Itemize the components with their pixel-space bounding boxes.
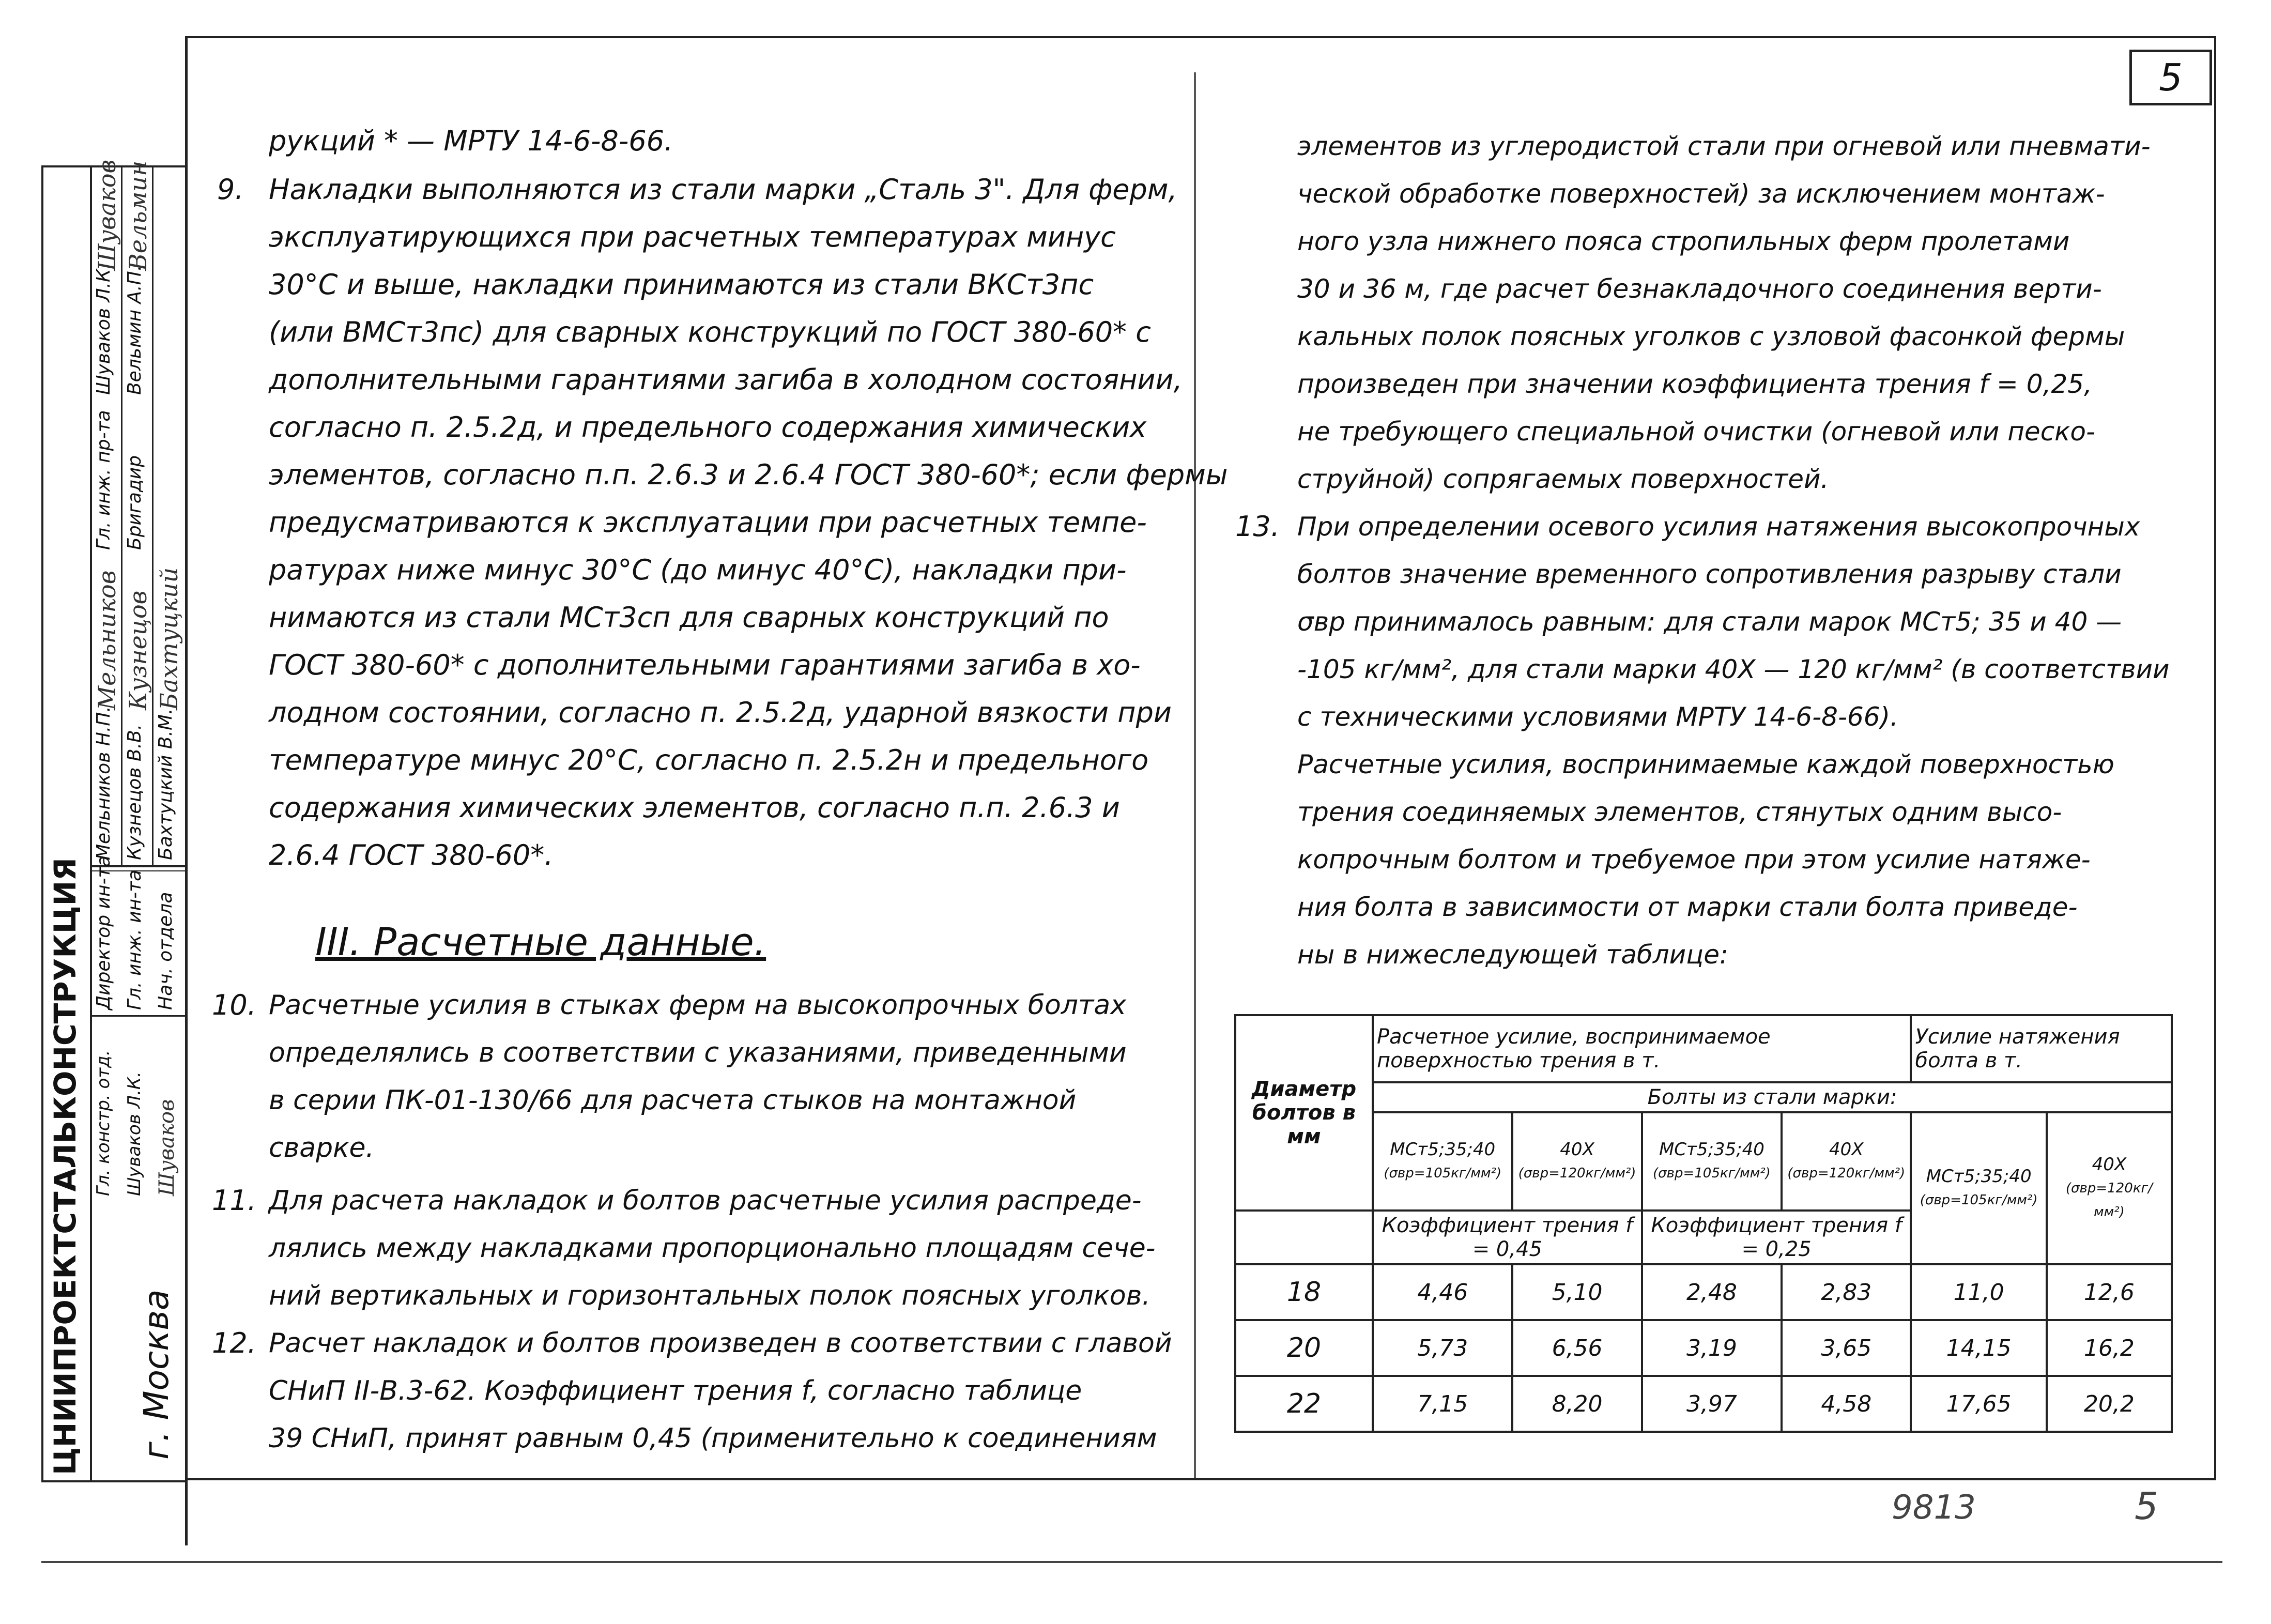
stamp-col-sep <box>121 167 122 865</box>
footer-page: 5 <box>2135 1484 2158 1528</box>
section-heading: III. Расчетные данные. <box>315 920 766 964</box>
p9-line: элементов, согласно п.п. 2.6.3 и 2.6.4 ГОСТ 380-60*; если фермы <box>269 458 1228 491</box>
stamp-signature: Мельников <box>93 570 121 710</box>
value-cell: 11,0 <box>1911 1264 2046 1320</box>
frame-top-line <box>185 36 2216 38</box>
table-row <box>1235 1320 2172 1376</box>
p12-line: СНиП II-В.3-62. Коэффициент трения f, согласно таблице <box>269 1375 1082 1406</box>
value-cell: 20,2 <box>2047 1376 2172 1432</box>
p13-line: -105 кг/мм², для стали марки 40Х — 120 кг/мм² (в соответствии <box>1297 654 2170 684</box>
stamp-title: Нач. отдела <box>155 892 176 1010</box>
grade-cell <box>1911 1112 2046 1264</box>
stamp-name: Шуваков Л.К. <box>124 1071 145 1196</box>
cont-line: 30 и 36 м, где расчет безнакладочного соединения верти- <box>1297 274 2102 304</box>
p13-line: болтов значение временного сопротивления разрыву стали <box>1297 559 2122 589</box>
grade-name: 40Х <box>1829 1139 1864 1160</box>
coef-025: Коэффициент трения f = 0,25 <box>1642 1211 1911 1264</box>
item-number-10: 10. <box>212 989 256 1021</box>
coef-045: Коэффициент трения f = 0,45 <box>1373 1211 1642 1264</box>
sigma-value: (σвр=105кг/мм²) <box>1384 1166 1502 1181</box>
cont-line: произведен при значении коэффициента трения f = 0,25, <box>1297 369 2093 399</box>
stamp-col-sep <box>152 167 154 865</box>
cont-line: ного узла нижнего пояса стропильных ферм пролетами <box>1297 226 2070 256</box>
p9-line: предусматриваются к эксплуатации при расчетных темпе- <box>269 506 1147 539</box>
grade-name: 40Х <box>1560 1139 1594 1160</box>
sigma-value: (σвр=120кг/мм²) <box>1787 1166 1906 1181</box>
p12-line: 39 СНиП, принят равным 0,45 (применительно к соединениям <box>269 1423 1157 1454</box>
stamp-title: Бригадир <box>124 455 145 550</box>
p13b-line: трения соединяемых элементов, стянутых одним высо- <box>1297 797 2062 827</box>
value-cell: 4,58 <box>1782 1376 1911 1432</box>
grade-cell <box>1642 1112 1782 1211</box>
grade-cell <box>2047 1112 2172 1264</box>
grade-cell <box>1782 1112 1911 1211</box>
p13-line: с техническими условиями МРТУ 14-6-8-66). <box>1297 702 1899 732</box>
value-cell: 17,65 <box>1911 1376 2046 1432</box>
value-cell: 3,65 <box>1782 1320 1911 1376</box>
stamp-signature: Вельмин <box>124 160 152 271</box>
diameter-header: Диаметр болтов в мм <box>1235 1015 1373 1211</box>
stamp-title: Гл. инж. ин-та <box>124 869 145 1010</box>
value-cell: 8,20 <box>1512 1376 1641 1432</box>
value-cell: 12,6 <box>2047 1264 2172 1320</box>
column-divider <box>1194 72 1196 1478</box>
p9-line: согласно п. 2.5.2д, и предельного содержания химических <box>269 411 1147 443</box>
intro-line: рукций * — МРТУ 14-6-8-66. <box>269 125 673 157</box>
sigma-value: (σвр=105кг/мм²) <box>1920 1192 2038 1208</box>
p9-line: нимаются из стали МСт3сп для сварных конструкций по <box>269 601 1109 634</box>
value-cell: 7,15 <box>1373 1376 1512 1432</box>
p13b-line: копрочным болтом и требуемое при этом усилие натяже- <box>1297 845 2091 875</box>
sigma-value: (σвр=120кг/мм²) <box>1518 1166 1636 1181</box>
p9-line: Накладки выполняются из стали марки „Сталь 3". Для ферм, <box>269 173 1177 206</box>
item-number-12: 12. <box>212 1327 256 1359</box>
tension-header: Усилие натяжения болта в т. <box>1911 1015 2172 1082</box>
frame-bottom-line <box>185 1478 2216 1480</box>
table-row <box>1235 1376 2172 1432</box>
p9-line: дополнительными гарантиями загиба в холодном состоянии, <box>269 363 1183 396</box>
stamp-name: Шуваков Л.К. <box>93 263 114 395</box>
value-cell: 5,73 <box>1373 1320 1512 1376</box>
cont-line: элементов из углеродистой стали при огневой или пневмати- <box>1297 131 2151 161</box>
cont-line: кальных полок поясных уголков с узловой фасонкой фермы <box>1297 321 2125 351</box>
p10-line: Расчетные усилия в стыках ферм на высокопрочных болтах <box>269 990 1126 1021</box>
grade-name: МСт5;35;40 <box>1926 1166 2032 1187</box>
p11-line: ний вертикальных и горизонтальных полок поясных уголков. <box>269 1280 1150 1311</box>
p9-line: лодном состоянии, согласно п. 2.5.2д, ударной вязкости при <box>269 696 1172 729</box>
table-row <box>1235 1264 2172 1320</box>
steel-header: Болты из стали марки: <box>1373 1082 2172 1112</box>
p13-line: При определении осевого усилия натяжения высокопрочных <box>1297 512 2140 542</box>
stamp-city: г. Москва <box>136 1289 176 1460</box>
sigma-value: (σвр=120кг/мм²) <box>2065 1181 2153 1220</box>
value-cell: 3,19 <box>1642 1320 1782 1376</box>
p9-line: температуре минус 20°С, согласно п. 2.5.2н и предельного <box>269 744 1149 776</box>
value-cell: 3,97 <box>1642 1376 1782 1432</box>
stamp-title: Гл. инж. пр-та <box>93 410 114 550</box>
p9-line: ГОСТ 380-60* с дополнительными гарантиями загиба в хо- <box>269 649 1141 681</box>
sigma-value: (σвр=105кг/мм²) <box>1653 1166 1771 1181</box>
value-cell: 6,56 <box>1512 1320 1641 1376</box>
value-cell: 4,46 <box>1373 1264 1512 1320</box>
p9-line: эксплуатирующихся при расчетных температурах минус <box>269 221 1116 253</box>
item-number-9: 9. <box>217 173 244 206</box>
stamp-name: Бахтуцкий В.М. <box>155 708 176 860</box>
stamp-name: Кузнецов В.В. <box>124 724 145 860</box>
page-number: 5 <box>2159 56 2183 99</box>
p11-line: лялись между накладками пропорционально площадям сече- <box>269 1233 1156 1264</box>
p9-line: ратурах ниже минус 30°С (до минус 40°С), накладки при- <box>269 554 1127 586</box>
p12-line: Расчет накладок и болтов произведен в соответствии с главой <box>269 1328 1172 1359</box>
stamp-signature: Бахтуцкий <box>155 567 183 710</box>
stamp-col-sep <box>90 167 92 1480</box>
cont-line: струйной) сопрягаемых поверхностей. <box>1297 464 1829 494</box>
grade-cell <box>1512 1112 1641 1211</box>
item-number-13: 13. <box>1235 510 1280 543</box>
cont-line: ческой обработке поверхностей) за исключением монтаж- <box>1297 179 2105 209</box>
value-cell: 2,48 <box>1642 1264 1782 1320</box>
cont-line: не требующего специальной очистки (огневой или песко- <box>1297 417 2096 447</box>
frame-right-line <box>2214 36 2216 1478</box>
diameter-cell: 18 <box>1235 1264 1373 1320</box>
sheet-edge-bottom <box>41 1561 2222 1563</box>
force-header: Расчетное усилие, воспринимаемое поверхностью трения в т. <box>1373 1015 1911 1082</box>
p9-line: содержания химических элементов, согласно п.п. 2.6.3 и <box>269 791 1120 824</box>
p13b-line: ния болта в зависимости от марки стали болта приведе- <box>1297 892 2078 922</box>
grade-name: 40Х <box>2092 1154 2127 1175</box>
stamp-row-sep <box>90 1015 187 1017</box>
p9-line: 2.6.4 ГОСТ 380-60*. <box>269 839 554 871</box>
title-stamp <box>41 159 187 1482</box>
stamp-title: Гл. констр. отд. <box>93 1050 114 1196</box>
value-cell: 5,10 <box>1512 1264 1641 1320</box>
stamp-signature: Шуваков <box>93 159 121 271</box>
diameter-cell: 20 <box>1235 1320 1373 1376</box>
stamp-signature: Шуваков <box>155 1099 179 1196</box>
p9-line: (или ВМСт3пс) для сварных конструкций по ГОСТ 380-60* с <box>269 316 1151 348</box>
item-number-11: 11. <box>212 1184 256 1217</box>
p10-line: определялись в соответствии с указаниями, приведенными <box>269 1037 1127 1068</box>
p13-line: σвр принималось равным: для стали марок МСт5; 35 и 40 — <box>1297 607 2122 637</box>
value-cell: 16,2 <box>2047 1320 2172 1376</box>
footer-code: 9813 <box>1892 1489 1976 1527</box>
stamp-title: Директор ин-та <box>93 855 114 1010</box>
stamp-signature: Кузнецов <box>124 590 152 710</box>
diameter-cell: 22 <box>1235 1376 1373 1432</box>
page-number-box <box>2129 50 2212 105</box>
bolt-force-table <box>1234 1014 2173 1433</box>
stamp-org: ЦНИИПРОЕКТСТАЛЬКОНСТРУКЦИЯ <box>48 857 83 1475</box>
stamp-name: Мельников Н.П. <box>93 706 114 860</box>
p9-line: 30°С и выше, накладки принимаются из стали ВКСт3пс <box>269 268 1094 301</box>
p10-line: в серии ПК-01-130/66 для расчета стыков на монтажной <box>269 1085 1077 1116</box>
stamp-name: Вельмин А.П. <box>124 265 145 395</box>
value-cell: 14,15 <box>1911 1320 2046 1376</box>
p13b-line: ны в нижеследующей таблице: <box>1297 940 1728 970</box>
p11-line: Для расчета накладок и болтов расчетные усилия распреде- <box>269 1185 1142 1216</box>
grade-cell <box>1373 1112 1512 1211</box>
grade-name: МСт5;35;40 <box>1659 1139 1764 1160</box>
p10-line: сварке. <box>269 1132 375 1163</box>
p13b-line: Расчетные усилия, воспринимаемые каждой поверхностью <box>1297 749 2114 779</box>
grade-name: МСт5;35;40 <box>1390 1139 1496 1160</box>
value-cell: 2,83 <box>1782 1264 1911 1320</box>
